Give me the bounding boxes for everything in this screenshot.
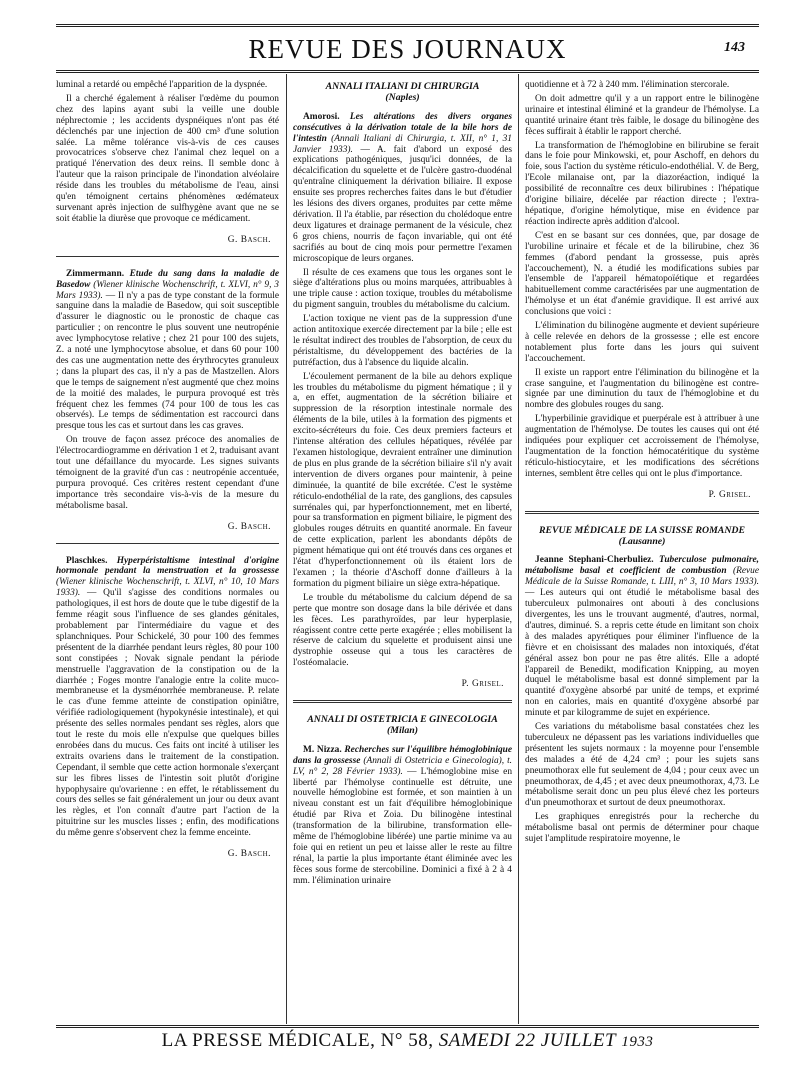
journal-heading: ANNALI ITALIANI DI CHIRURGIA (325, 81, 480, 92)
article-title: Tuberculose pulmonaire, métabolisme basal et coefficient de combustion (525, 555, 759, 577)
signature: G. Basch. (227, 849, 271, 860)
header-rule-bottom (56, 70, 759, 73)
journal-city: (Milan) (386, 724, 419, 736)
footer-year: 1933 (621, 1034, 654, 1050)
journal-heading: ANNALI DI OSTETRICIA E GINECOLOGIA (307, 714, 498, 726)
paragraph: L'hyperbilinie gravidique et puerpérale est à attribuer à une augmentation de l'hémolyse. De toutes les causes qui ont été indiquées pour expliquer cet accroissement de l'hémolyse, l'augmentation de la fonction hémocatéritique du système réticulo-histiocytaire, et les modifications des sécrétions internes, semblent être celles qui ont le plus d'importance. (525, 414, 759, 479)
paragraph: Il a cherché également à réaliser l'œdème du poumon chez des lapins ayant subi la veille une double néphrectomie ; les accidents dyspnéiques n'ont pas été déclenchés par une injection de 400 cm³ d'une solution salée. La même tolérance vis-à-vis de ces causes provocatrices s'observe chez l'animal chez lequel on a pratiqué l'énervation des deux reins. Il semble donc à l'auteur que la raison principale de l'inondation alvéolaire réside dans les troubles du métabolisme de l'eau, ainsi qu'en témoignent certains phénomènes œdémateux survenant après injection de sulfhygène avant que ne se soit établie la diurèse que provoque ce médicament. (56, 93, 279, 224)
column-right (525, 80, 759, 848)
paragraph: L'écoulement permanent de la bile au dehors explique les troubles du métabolisme du pigment hématique ; il y a, en effet, augmentation de la sécrétion biliaire et suppression de la résorption intestinale normale des éléments de la bile, utiles à la formation des pigments et excito-sécréteurs du foie. Ces deux premiers facteurs et l'intense altération des cellules hépatiques, révélée par l'examen histologique, devraient entraîner une diminution de plus en plus grande de la sécrétion biliaire s'il n'y avait intervention de divers organes pour maintenir, à peine diminuée, la quantité de bile excrétée. C'est le système réticulo-endothélial de la rate, des ganglions, des capsules surrénales qui, par hyperfonctionnement, met en liberté, pour sa transformation en pigment biliaire, le pigment des globules rouges détruits en quantité anormale. En faveur de cette explication, parlent les abondants dépôts de pigment hématique qui ont été trouvés dans ces organes et l'état d'hyperfonctionnement où ils étaient lors de l'examen ; la théorie d'Aschoff donne d'ailleurs à la formation du pigment biliaire un siège extra-hépatique. (293, 371, 512, 589)
column-left (56, 80, 279, 870)
paragraph: L'élimination du bilinogène augmente et devient supérieure à celle relevée en dehors de la grossesse ; elle est encore notablement plus forte dans les jours qui suivent l'accouchement. (525, 321, 759, 364)
column-divider (518, 74, 519, 1024)
article-title: Hyperpéristaltisme intestinal d'origine hormonale pendant la menstruation et la grossesse (56, 555, 280, 577)
signature: G. Basch. (227, 521, 271, 532)
article-body: — Il n'y a pas de type constant de la formule sanguine dans la maladie de Basedow, qui soit susceptible d'assurer le diagnostic ou le pronostic de chaque cas particulier ; on rencontre le plus souvent une neutropénie avec lymphocytose relative ; chez 21 pour 100 des sujets, Z. a noté une lymphocytose absolue, et dans 60 pour 100 des cas une augmentation nette des érythrocytes granuleux ; dans la plupart des cas, il n'y a pas de Mastzellen. Alors que le temps de saignement n'est augmenté que chez moins de la moitié des malades, le purpura provoqué est très fréquent chez les femmes (74 pour 100 de tous les cas observés). Le temps de sédimentation est raccourci dans presque tous les cas et surtout dans les cas graves. (56, 290, 279, 432)
paragraph: Les graphiques enregistrés pour la recherche du métabolisme basal ont permis de déterminer pour chaque sujet l'amplitude respiratoire moyenne, le (525, 812, 759, 845)
article-reference: (Annali di Ostetricia e Ginecologia), t. LV, n° 2, 28 Février 1933). (293, 755, 513, 777)
article-author: Zimmermann. (66, 268, 125, 279)
article-author: M. Nizza. (303, 744, 342, 755)
article-divider (56, 543, 279, 544)
journal-heading: REVUE MÉDICALE DE LA SUISSE ROMANDE (538, 524, 746, 536)
article-reference: (Annali Italiani di Chirurgia, t. XII, n° 1, 31 Janvier 1933). (293, 133, 512, 155)
page-header-title: REVUE DES JOURNAUX (248, 34, 567, 64)
paragraph: On trouve de façon assez précoce des anomalies de l'électrocardiogramme en dérivation 1 et 2, traduisant avant tout une défaillance du myocarde. Les signes suivants témoignent de la gravité d'un cas : neutropénie accentuée, purpura provoqué. Ces critères restent cependant d'une importance très secondaire vis-à-vis de la mesure du métabolisme basal. (56, 435, 279, 511)
signature: P. Grisel. (708, 489, 751, 500)
footer-date: SAMEDI 22 JUILLET (438, 1030, 617, 1051)
article-body: — Les auteurs qui ont étudié le métabolisme basal des tuberculeux pulmonaires ont abouti à des conclusions divergentes, les uns le trouvant augmenté, d'autres, normal, d'autres, diminué. S. a repris cette étude en limitant son choix à des malades apyrétiques pour éliminer l'influence de la fièvre et en choisissant des malades non intoxiqués, d'état général assez bon pour ne pas être alités. Elle a adopté l'appareil de Benedikt, modification Knipping, au moyen duquel le métabolisme basal est donné simplement par la quantité d'oxygène absorbé par unité de temps, et exprimé non en calories, mais en quantité d'oxygène absorbé par minute et par kilogramme de sujet en expérience. (525, 588, 759, 719)
article-author: Plaschkes. (66, 555, 108, 566)
page-footer (56, 1030, 759, 1052)
signature: G. Basch. (227, 234, 271, 245)
article-plaschkes (56, 556, 279, 840)
article-body: — A. fait d'abord un exposé des explications pathogéniques, jusqu'ici données, de la décalcification du squelette et de l'ulcère gastro-duodénal qu'entraîne cliniquement la dérivation biliaire. Il expose ensuite ses propres recherches faites dans le but d'étudier les lésions des divers organes, produites par cette même dérivation. Il l'a établie, par résection du cholédoque entre deux ligatures et drainage permanent de la vésicule, chez 6 gros chiens, nourris de façon invariable, qui ont été sacrifiés au bout de cinq mois pour permettre l'examen microscopique de leurs organes. (293, 144, 513, 264)
journal-city: (Lausanne) (618, 535, 666, 547)
article-reference: (Revue Médicale de la Suisse Romande, t. LIII, n° 3, 10 Mars 1933). (525, 566, 760, 588)
header-rule-top (56, 24, 759, 27)
footer-journal: LA PRESSE MÉDICALE, N° 58, (161, 1030, 434, 1051)
paragraph: Le trouble du métabolisme du calcium dépend de sa perte que montre son dosage dans la bile dérivée et dans les fèces. Les parathyroïdes, par leur hyperplasie, réagissent contre cette perte exagérée ; elles mobilisent la réserve de calcium du squelette et produisent ainsi une dystrophie osseuse qui a tous les caractères de l'ostéomalacie. (293, 592, 512, 669)
journal-divider (525, 511, 759, 514)
paragraph: Il existe un rapport entre l'élimination du bilinogène et la crase sanguine, et l'augmentation du bilinogène est contre-signée par une diminution du taux de l'hémoglobine et du nombre des globules rouges du sang. (525, 367, 759, 411)
article-body: — L'hémoglobine mise en liberté par l'hémolyse continuelle est détruite, une nouvelle hémoglobine est formée, et son maintien à un niveau constant est un fait d'équilibre hémoglobinique étudié par Riva et Zoia. Du bilinogène intestinal (transformation de la bilirubine, transformation elle-même de l'hémoglobine libérée) une partie minime va au foie qui en retient un peu et laisse aller le reste au filtre rénal, la partie la plus importante étant éliminée avec les fèces sous forme de stercobiline. Dominici a fixé à 2 à 4 mm. l'élimination urinaire (293, 766, 513, 886)
article-nizza (293, 745, 512, 887)
article-title: Etude du sang dans la maladie de Basedow (56, 268, 280, 290)
signature: P. Grisel. (461, 679, 504, 690)
column-divider (286, 74, 287, 1024)
article-zimmermann (56, 269, 279, 433)
paragraph: Il résulte de ces examens que tous les organes sont le siège d'altérations plus ou moins marquées, attribuables à une triple cause : action toxique, troubles du métabolisme du pigment sanguin, troubles du métabolisme du calcium. (293, 267, 512, 311)
paragraph: L'action toxique ne vient pas de la suppression d'une action antitoxique exercée directement par la bile ; elle est le résultat indirect des troubles de l'absorption, de ceux du péristaltisme, du développement des bactéries de la putréfaction, dus à l'absence du liquide alcalin. (293, 314, 512, 368)
page-number: 143 (724, 40, 745, 55)
article-reference: (Wiener klinische Wochenschrift, t. XLVI, n° 10, 10 Mars 1933). (56, 577, 279, 599)
article-divider (56, 256, 279, 257)
article-reference: (Wiener klinische Wochenschrift, t. XLVI, n° 9, 3 Mars 1933). (56, 279, 279, 301)
article-author: Amorosi. (303, 111, 340, 122)
journal-city: (Naples) (385, 91, 420, 103)
footer-rule (56, 1025, 759, 1028)
paragraph: quotidienne et à 72 à 240 mm. l'élimination stercorale. (525, 80, 730, 90)
article-amorosi (293, 112, 512, 265)
paragraph: C'est en se basant sur ces données, que, par dosage de l'urobiline urinaire et fécale et de la bilirubine, chez 36 femmes (d'abord pendant la grossesse, puis après l'accouchement), N. a étudié les modifications subies par l'ensemble de l'appareil hématopoïétique et regardées habituellement comme caractérisées par une augmentation de l'hémolyse et un état d'anémie gravidique. Il est arrivé aux conclusions que voici : (525, 230, 759, 318)
paragraph: On doit admettre qu'il y a un rapport entre le bilinogène urinaire et intestinal éliminé et la grandeur de l'hémolyse. La quantité urinaire étant très faible, le dosage du bilinogène des fèces suffirait à établir le rapport cherché. (525, 93, 759, 137)
paragraph: La transformation de l'hémoglobine en bilirubine se ferait dans le foie pour Minkowski, et, pour Aschoff, en dehors du foie, sous l'action du système réticulo-endothélial. V. de Berg, l'Ecole milanaise ont, par la diazoréaction, indiqué la possibilité de reconnaître ces deux bilirubines : l'hépatique d'origine biliaire, décelée par réaction directe ; l'extra-hépatique, d'origine hémolytique, mise en évidence par réaction indirecte après addition d'alcool. (525, 140, 759, 227)
article-title: Les altérations des divers organes consécutives à la dérivation totale de la bile hors de l'intestin (293, 111, 512, 144)
paragraph: Ces variations du métabolisme basal constatées chez les tuberculeux ne dépassent pas les variations individuelles que présentent les sujets normaux : la moyenne pour l'ensemble des malades a été de 4,24 cm³ ; pour les sujets sans pneumothorax elle fut seulement de 4,04 ; pour ceux avec un pneumothorax, de 4,45 ; et avec deux pneumothorax, 4,73. Le métabolisme serait donc un peu plus élevé chez les porteurs d'un pneumothorax et surtout de deux pneumothorax. (525, 722, 759, 809)
article-author: Jeanne Stephani-Cherbuliez. (535, 555, 654, 566)
paragraph: luminal a retardé ou empêché l'apparition de la dyspnée. (56, 80, 268, 90)
column-middle (293, 80, 512, 890)
journal-divider (293, 700, 512, 703)
article-stephani (525, 555, 759, 719)
article-title: Recherches sur l'équilibre hémoglobinique dans la grossesse (293, 744, 513, 766)
article-body: — Qu'il s'agisse des conditions normales ou pathologiques, il est hors de doute que le tube digestif de la femme réagit sous l'influence de ses glandes génitales, probablement par l'intermédiaire du vague et des splanchniques. Pour Schickelé, 30 pour 100 des femmes présentent de la diarrhée pendant leurs règles, 80 pour 100 sont constipées ; Novak signale pendant la période menstruelle l'aggravation de la constipation ou de la diarrhée ; Foges montre l'analogie entre la colite muco-membraneuse et la dysménorrhée membraneuse. P. relate le cas d'une femme atteinte de constipation opiniâtre, vérifiée radiologiquement (hypokynésie intestinale), et qui présente des selles normales pendant ses règles, alors que tout le reste du mois elle n'expulse que quelques billes enrobées dans du mucus. Ces faits ont incité à utiliser les extraits ovariens dans le traitement de la constipation. Cependant, il semble que cette action hormonale s'exerçant sur les fibres lisses de l'intestin soit plutôt d'origine hypophysaire qu'ovarienne : en effet, le rétablissement du cours des selles se fait généralement un jour ou deux avant les règles, et l'on connaît d'autre part l'action de la pituitrine sur les muscles lisses ; enfin, des modifications du même genre s'observent chez la femme enceinte. (56, 588, 280, 839)
